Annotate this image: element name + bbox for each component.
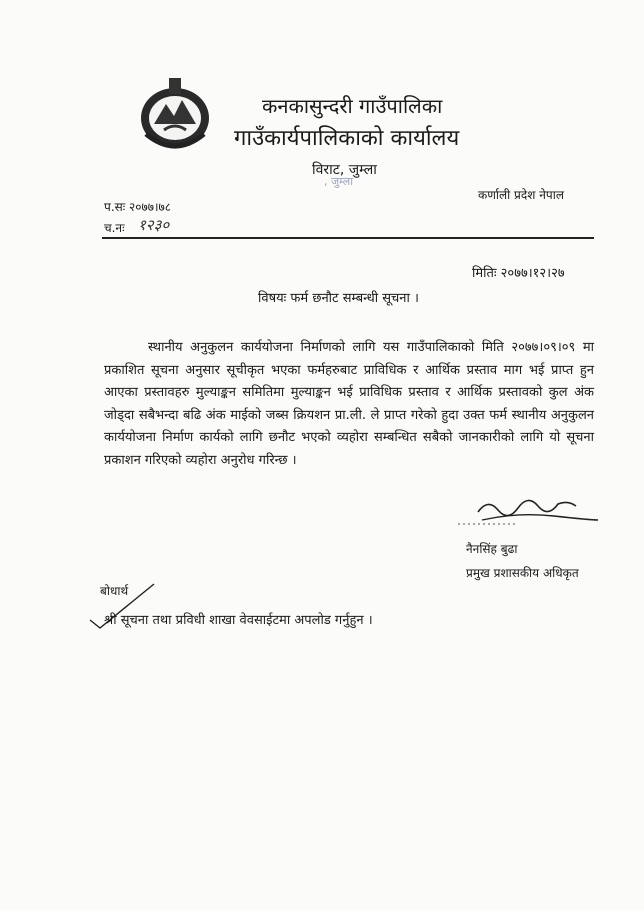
date: मितिः २०७७।१२।२७	[472, 266, 565, 281]
cc-label: बोधार्थ	[100, 584, 129, 598]
signature	[458, 490, 608, 534]
notice-body: स्थानीय अनुकुलन कार्ययोजना निर्माणको लागि यस गाउँपालिकाको मिति २०७७।०९।०९ मा प्रकाशित सूचना अनुसार सूचीकृत भएका फर्महरुबाट प्राविधिक र आर्थिक प्रस्ताव माग भई प्राप्त हुन आएका प्रस्तावहरु मुल्याङ्कन समितिमा मुल्याङ्कन भई प्राविधिक प्रस्ताव र आर्थिक प्रस्तावको कुल अंक जोड्दा सबैभन्दा बढि अंक माईको जब्स क्रियशन प्रा.ली. ले प्राप्त गरेको हुदा उक्त फर्म स्थानीय अनुकुलन कार्ययोजना निर्माण कार्यको लागि छनौट भएको व्यहोरा सम्बन्धित सबैको जानकारीको लागि यो सूचना प्रकाशन गरिएको व्यहोरा अनुरोध गरिन्छ ।	[104, 340, 594, 468]
cc-line: श्री सूचना तथा प्रविधी शाखा वेवसाईटमा अपलोड गर्नुहुन ।	[104, 613, 373, 628]
ps-number: प.सः २०७७।७८	[104, 200, 171, 214]
office-name: गाउँकार्यपालिकाको कार्यालय	[234, 126, 460, 151]
signatory-name: नैनसिंह बुढा	[466, 542, 518, 556]
cn-label: च.नः	[104, 221, 125, 235]
header-divider	[102, 237, 594, 239]
subject: विषयः फर्म छनौट सम्बन्धी सूचना ।	[258, 291, 419, 306]
location: विराट, जुम्ला	[312, 162, 377, 178]
signatory-designation: प्रमुख प्रशासकीय अधिकृत	[466, 566, 579, 580]
province: कर्णाली प्रदेश नेपाल	[478, 188, 564, 202]
org-name: कनकासुन्दरी गाउँपालिका	[262, 94, 443, 118]
cn-value: १२३०	[138, 216, 170, 234]
nepal-emblem-icon	[136, 74, 214, 154]
stamp-text: , जुम्ला	[324, 175, 354, 188]
